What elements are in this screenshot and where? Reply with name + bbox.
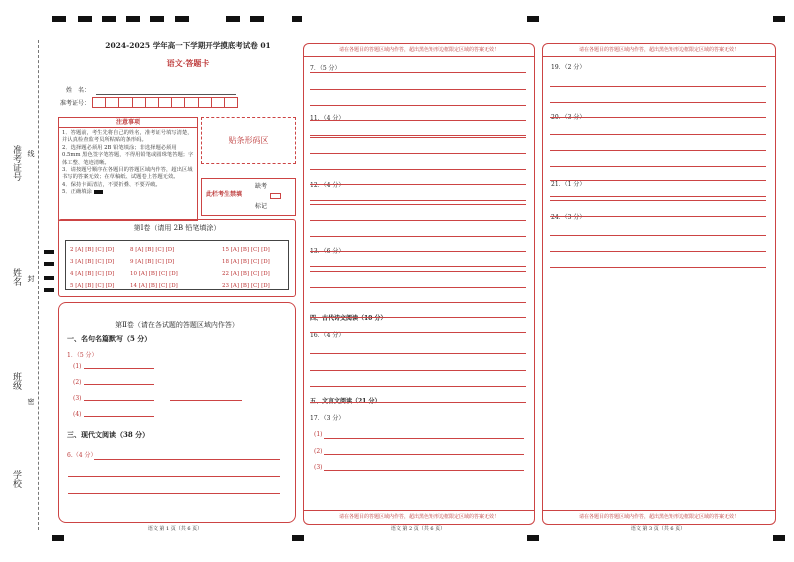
registration-mark <box>292 16 302 22</box>
answer-line[interactable] <box>310 135 526 136</box>
answer-line[interactable] <box>170 400 242 401</box>
answer-line[interactable] <box>550 166 766 167</box>
answer-line[interactable] <box>550 235 766 236</box>
page2-warning-bottom: 请在各题目的答题区域内作答，超出黑色矩形边框限定区域的答案无效！ <box>338 514 499 520</box>
page1-footer: 语文 第 1 页（共 6 页） <box>147 526 203 532</box>
absent-box <box>201 178 296 216</box>
answer-line[interactable] <box>310 153 526 154</box>
registration-mark <box>44 276 54 280</box>
answer-line[interactable] <box>310 402 526 403</box>
answer-line[interactable] <box>550 196 766 197</box>
notice-item: 5．正确填涂 <box>62 189 194 196</box>
notice-item: 3．请按题号顺序在各题目的答题区域内作答，超出区域书写的答案无效；在草稿纸、试题卷上答题无效。 <box>62 167 193 181</box>
q6-label: 6.（4 分） <box>67 452 97 459</box>
answer-line[interactable] <box>310 184 526 185</box>
filled-bubble-example <box>94 190 103 194</box>
answer-line[interactable] <box>84 368 154 369</box>
page3-box <box>542 43 776 525</box>
answer-line[interactable] <box>310 266 526 267</box>
answer-line[interactable] <box>84 400 154 401</box>
answer-line[interactable] <box>310 105 526 106</box>
section2-title: 第Ⅱ卷（请在各试题的答题区域内作答） <box>115 321 239 329</box>
absent-checkbox[interactable] <box>270 193 281 199</box>
q1-sub2: (2) <box>73 379 82 386</box>
answer-line[interactable] <box>550 216 766 217</box>
section2-box <box>58 302 296 523</box>
registration-mark <box>226 16 240 22</box>
q19-label: 19．（2 分） <box>551 64 586 71</box>
choice-row[interactable]: 15 [A] [B] [C] [D] <box>222 247 270 253</box>
q12-label: 12．（4 分） <box>310 182 345 189</box>
answer-line[interactable] <box>310 204 526 205</box>
registration-mark <box>52 535 64 541</box>
answer-line[interactable] <box>310 72 526 73</box>
choice-row[interactable]: 23 [A] [B] [C] [D] <box>222 283 270 289</box>
side-label-school: 学校 <box>11 470 21 488</box>
card-title: 语文·答题卡 <box>166 58 210 68</box>
answer-line[interactable] <box>310 89 526 90</box>
section1-box <box>58 219 296 297</box>
answer-line[interactable] <box>550 86 766 87</box>
registration-mark <box>527 535 539 541</box>
answer-line[interactable] <box>324 470 524 471</box>
registration-mark <box>150 16 164 22</box>
barcode-label: 贴条形码区 <box>228 136 269 145</box>
answer-line[interactable] <box>310 287 526 288</box>
q17-sub1: (1) <box>314 431 323 438</box>
seal-text-seal: 封 <box>27 275 35 282</box>
page3-footer: 语文 第 3 页（共 6 页） <box>630 526 686 532</box>
q13-label: 13．（6 分） <box>310 248 345 255</box>
choice-grid <box>65 240 289 290</box>
choice-row[interactable]: 22 [A] [B] [C] [D] <box>222 271 270 277</box>
q21-label: 21．（1 分） <box>551 181 586 188</box>
q1-sub1: (1) <box>73 363 82 370</box>
answer-line[interactable] <box>310 271 526 272</box>
page2-footer: 语文 第 2 页（共 6 页） <box>390 526 446 532</box>
notice-item: 1．答题前，考生先将自己的姓名，准考证号填写清楚，并认真检查监考员所粘贴的条形码。 <box>62 130 193 144</box>
answer-line[interactable] <box>550 180 766 181</box>
seal-text-secret: 密 <box>27 398 35 405</box>
answer-line[interactable] <box>68 493 280 494</box>
answer-line[interactable] <box>310 200 526 201</box>
absent-box-label: 缺考 <box>255 183 268 190</box>
choice-row[interactable]: 5 [A] [B] [C] [D] <box>70 283 115 289</box>
name-label: 姓 名： <box>66 87 91 94</box>
ticket-label: 准考证号： <box>60 100 91 107</box>
q17-sub3: (3) <box>314 464 323 471</box>
answer-line[interactable] <box>550 150 766 151</box>
registration-mark <box>52 16 66 22</box>
q24-label: 24．（3 分） <box>551 214 586 221</box>
page3-warning-top: 请在各题目的答题区域内作答，超出黑色矩形边框限定区域的答案无效！ <box>578 47 739 53</box>
answer-line[interactable] <box>550 251 766 252</box>
registration-mark <box>175 16 189 22</box>
answer-line[interactable] <box>310 251 526 252</box>
q7-label: 7．（5 分） <box>310 65 341 72</box>
q17-label: 17．（3 分） <box>310 415 345 422</box>
registration-mark <box>527 16 539 22</box>
side-label-name: 姓名 <box>11 268 21 286</box>
answer-line[interactable] <box>310 220 526 221</box>
choice-row[interactable]: 4 [A] [B] [C] [D] <box>70 271 115 277</box>
answer-line[interactable] <box>550 267 766 268</box>
answer-line[interactable] <box>310 386 526 387</box>
barcode-area <box>201 117 296 164</box>
answer-line[interactable] <box>310 370 526 371</box>
section1-title: 第Ⅰ卷（请用 2B 铅笔填涂） <box>133 224 221 232</box>
page2-warning-top: 请在各题目的答题区域内作答，超出黑色矩形边框限定区域的答案无效！ <box>338 47 499 53</box>
choice-row[interactable]: 2 [A] [B] [C] [D] <box>70 247 115 253</box>
answer-line[interactable] <box>84 384 154 385</box>
choice-row[interactable]: 10 [A] [B] [C] [D] <box>130 271 178 277</box>
choice-row[interactable]: 8 [A] [B] [C] [D] <box>130 247 175 253</box>
answer-line[interactable] <box>310 353 526 354</box>
answer-line[interactable] <box>68 476 280 477</box>
registration-mark <box>773 535 785 541</box>
choice-row[interactable]: 3 [A] [B] [C] [D] <box>70 259 115 265</box>
q1-sub3: (3) <box>73 395 82 402</box>
absent-label: 此栏考生禁填 <box>206 191 243 198</box>
answer-line[interactable] <box>310 169 526 170</box>
side-label-class: 班级 <box>11 372 21 390</box>
answer-line[interactable] <box>310 332 526 333</box>
answer-line[interactable] <box>550 102 766 103</box>
registration-mark <box>44 288 54 292</box>
registration-mark <box>126 16 140 22</box>
answer-line[interactable] <box>310 302 526 303</box>
choice-row[interactable]: 18 [A] [B] [C] [D] <box>222 259 270 265</box>
name-field[interactable] <box>96 94 236 95</box>
exam-title: 2024-2025 学年高一下学期开学摸底考试卷 01 <box>105 41 271 50</box>
q1-label: 1．（5 分） <box>67 352 98 359</box>
notice-box <box>58 117 198 221</box>
side-label-ticket: 准考证号 <box>11 145 21 181</box>
part1-heading: 一、名句名篇默写（5 分） <box>67 334 152 343</box>
answer-line[interactable] <box>310 120 526 121</box>
answer-line[interactable] <box>550 117 766 118</box>
q11-label: 11．（4 分） <box>310 115 345 122</box>
q1-sub4: (4) <box>73 411 82 418</box>
q16-label: 16．（4 分） <box>310 332 345 339</box>
page3-warning-bottom: 请在各题目的答题区域内作答，超出黑色矩形边框限定区域的答案无效！ <box>578 514 739 520</box>
registration-mark <box>292 535 304 541</box>
seal-text-line: 线 <box>27 150 35 157</box>
notice-item: 4．保持卡面清洁，不要折叠、不要弄破。 <box>62 181 161 188</box>
choice-row[interactable]: 14 [A] [B] [C] [D] <box>130 283 178 289</box>
notice-heading: 注意事项 <box>59 118 197 128</box>
answer-line[interactable] <box>310 137 526 138</box>
answer-line[interactable] <box>324 454 524 455</box>
registration-mark <box>44 262 54 266</box>
answer-line[interactable] <box>310 317 526 318</box>
answer-line[interactable] <box>84 416 154 417</box>
registration-mark <box>250 16 264 22</box>
page2-box <box>303 43 535 525</box>
registration-mark <box>102 16 116 22</box>
registration-mark <box>44 250 54 254</box>
answer-line[interactable] <box>324 438 524 439</box>
ticket-number-boxes[interactable] <box>92 97 238 108</box>
part4-heading: 四、古代诗文阅读（10 分） <box>310 315 387 322</box>
q20-label: 20．（3 分） <box>551 114 586 121</box>
answer-line[interactable] <box>94 459 280 460</box>
answer-line[interactable] <box>550 200 766 201</box>
q17-sub2: (2) <box>314 448 323 455</box>
binding-line <box>38 40 39 530</box>
choice-row[interactable]: 9 [A] [B] [C] [D] <box>130 259 175 265</box>
answer-line[interactable] <box>310 236 526 237</box>
part5-heading: 五、文言文阅读（21 分） <box>310 398 381 405</box>
part3-heading: 三、现代文阅读（38 分） <box>67 430 150 439</box>
notice-item: 2．选择题必须用 2B 铅笔填涂；非选择题必须用 0.5mm 黑色签字笔答题，不得用铅笔或圆珠笔答题；字体工整、笔迹清晰。 <box>62 144 194 166</box>
registration-mark <box>773 16 785 22</box>
answer-line[interactable] <box>550 134 766 135</box>
registration-mark <box>78 16 92 22</box>
absent-mark-label: 标记 <box>255 203 268 210</box>
